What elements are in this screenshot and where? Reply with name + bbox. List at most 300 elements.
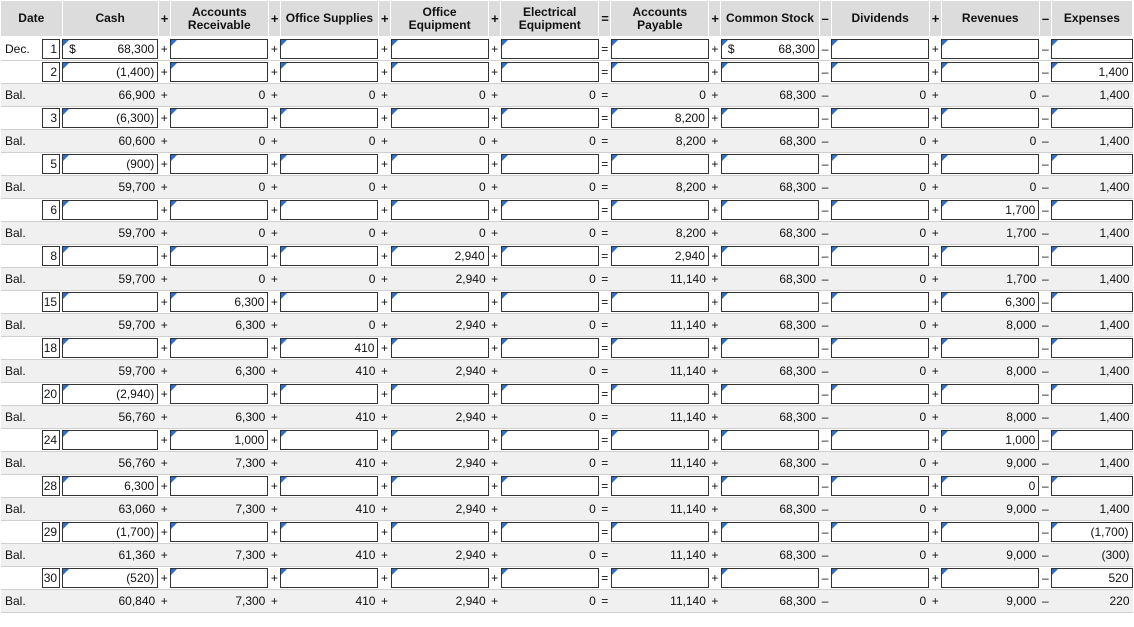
expenses-cell bbox=[1051, 590, 1132, 613]
accounts-receivable-input[interactable] bbox=[170, 154, 268, 174]
electrical-equipment-cell bbox=[501, 37, 599, 61]
transaction-row bbox=[1, 291, 1133, 314]
electrical-equipment-cell bbox=[501, 84, 599, 107]
accounts-receivable-cell bbox=[170, 268, 268, 291]
accounts-payable-balance: 8,200 bbox=[675, 180, 706, 194]
cash-value: (900) bbox=[126, 157, 155, 171]
office-supplies-input[interactable] bbox=[280, 384, 378, 404]
operator-sign: + bbox=[929, 176, 941, 199]
accounts-receivable-balance: 6,300 bbox=[235, 410, 266, 424]
common-stock-input[interactable] bbox=[721, 108, 819, 128]
revenues-cell bbox=[941, 176, 1039, 199]
expenses-cell bbox=[1051, 84, 1132, 107]
office-equipment-cell bbox=[391, 383, 489, 406]
electrical-equipment-cell bbox=[501, 107, 599, 130]
office-equipment-input[interactable] bbox=[391, 338, 489, 358]
month-label: Dec. bbox=[1, 37, 36, 61]
operator-sign: + bbox=[489, 153, 501, 176]
accounts-receivable-cell bbox=[170, 498, 268, 521]
expenses-cell bbox=[1051, 37, 1132, 61]
dividends-input[interactable] bbox=[831, 39, 929, 59]
common-stock-balance: 68,300 bbox=[779, 548, 817, 562]
header-operator: + bbox=[378, 1, 390, 37]
office-supplies-cell bbox=[280, 176, 378, 199]
operator-sign: + bbox=[268, 567, 280, 590]
operator-sign: + bbox=[378, 544, 390, 567]
common-stock-cell bbox=[721, 84, 819, 107]
office-equipment-input[interactable] bbox=[391, 476, 489, 496]
dividends-balance: 0 bbox=[919, 502, 927, 516]
common-stock-input[interactable] bbox=[721, 200, 819, 220]
operator-sign: + bbox=[268, 176, 280, 199]
dividends-input[interactable] bbox=[831, 200, 929, 220]
electrical-equipment-input[interactable] bbox=[501, 246, 599, 266]
common-stock-input[interactable] bbox=[721, 568, 819, 588]
month-label bbox=[1, 567, 36, 590]
office-equipment-input[interactable] bbox=[391, 200, 489, 220]
accounts-receivable-input[interactable] bbox=[170, 246, 268, 266]
accounts-payable-balance: 11,140 bbox=[670, 548, 706, 562]
cash-balance: 63,060 bbox=[118, 502, 156, 516]
office-supplies-cell bbox=[280, 153, 378, 176]
cash-input[interactable] bbox=[62, 200, 158, 220]
common-stock-input[interactable] bbox=[721, 338, 819, 358]
operator-sign: + bbox=[378, 222, 390, 245]
revenues-input[interactable] bbox=[941, 292, 1039, 312]
accounts-receivable-cell bbox=[170, 222, 268, 245]
header-dividends: Dividends bbox=[831, 1, 929, 37]
transaction-row bbox=[1, 383, 1133, 406]
table-body bbox=[1, 37, 1133, 613]
electrical-equipment-input[interactable] bbox=[501, 338, 599, 358]
cash-input[interactable] bbox=[62, 430, 158, 450]
day-cell bbox=[36, 498, 62, 521]
accounts-payable-input[interactable] bbox=[611, 522, 709, 542]
accounts-receivable-input[interactable] bbox=[170, 430, 268, 450]
accounts-payable-input[interactable] bbox=[611, 200, 709, 220]
operator-sign: + bbox=[378, 291, 390, 314]
accounts-receivable-input[interactable] bbox=[170, 476, 268, 496]
accounts-payable-input[interactable] bbox=[611, 568, 709, 588]
electrical-equipment-input[interactable] bbox=[501, 108, 599, 128]
accounts-receivable-input[interactable] bbox=[170, 338, 268, 358]
expenses-input[interactable] bbox=[1051, 568, 1132, 588]
electrical-equipment-input[interactable] bbox=[501, 154, 599, 174]
operator-sign: + bbox=[489, 107, 501, 130]
office-supplies-cell bbox=[280, 314, 378, 337]
electrical-equipment-input[interactable] bbox=[501, 568, 599, 588]
accounts-receivable-cell bbox=[170, 383, 268, 406]
operator-sign: + bbox=[158, 475, 170, 498]
electrical-equipment-input[interactable] bbox=[501, 430, 599, 450]
expenses-input[interactable] bbox=[1051, 200, 1132, 220]
electrical-equipment-input[interactable] bbox=[501, 62, 599, 82]
office-equipment-input[interactable] bbox=[391, 292, 489, 312]
operator-sign: = bbox=[599, 199, 611, 222]
revenues-input[interactable] bbox=[941, 476, 1039, 496]
day-cell bbox=[36, 521, 62, 544]
office-supplies-cell bbox=[280, 61, 378, 84]
dividends-cell bbox=[831, 176, 929, 199]
cash-balance: 60,600 bbox=[118, 134, 156, 148]
dividends-input[interactable] bbox=[831, 338, 929, 358]
revenues-input[interactable] bbox=[941, 522, 1039, 542]
office-equipment-input[interactable] bbox=[391, 246, 489, 266]
accounts-receivable-input[interactable] bbox=[170, 292, 268, 312]
operator-sign: – bbox=[819, 153, 831, 176]
expenses-input[interactable] bbox=[1051, 108, 1132, 128]
day-cell bbox=[36, 406, 62, 429]
common-stock-input[interactable] bbox=[721, 430, 819, 450]
operator-sign: + bbox=[709, 222, 721, 245]
electrical-equipment-cell bbox=[501, 176, 599, 199]
expenses-input[interactable] bbox=[1051, 476, 1132, 496]
balance-row bbox=[1, 544, 1133, 567]
accounts-payable-input[interactable] bbox=[611, 384, 709, 404]
expenses-input[interactable] bbox=[1051, 384, 1132, 404]
dividends-input[interactable] bbox=[831, 384, 929, 404]
operator-sign: – bbox=[1039, 521, 1051, 544]
office-equipment-input[interactable] bbox=[391, 62, 489, 82]
revenues-input[interactable] bbox=[941, 154, 1039, 174]
accounts-receivable-input[interactable] bbox=[170, 522, 268, 542]
office-equipment-cell bbox=[391, 337, 489, 360]
operator-sign: = bbox=[599, 130, 611, 153]
dividends-cell bbox=[831, 107, 929, 130]
operator-sign: – bbox=[819, 360, 831, 383]
common-stock-input[interactable] bbox=[721, 384, 819, 404]
accounts-receivable-cell bbox=[170, 544, 268, 567]
accounts-receivable-balance: 7,300 bbox=[235, 502, 266, 516]
office-equipment-input[interactable] bbox=[391, 154, 489, 174]
common-stock-cell bbox=[721, 498, 819, 521]
expenses-cell bbox=[1051, 268, 1132, 291]
transaction-row bbox=[1, 337, 1133, 360]
dividends-input[interactable] bbox=[831, 292, 929, 312]
revenues-input[interactable] bbox=[941, 338, 1039, 358]
common-stock-cell bbox=[721, 314, 819, 337]
header-operator: = bbox=[599, 1, 611, 37]
operator-sign: + bbox=[158, 337, 170, 360]
expenses-balance: 1,400 bbox=[1099, 410, 1130, 424]
expenses-balance: 1,400 bbox=[1099, 318, 1130, 332]
accounts-payable-cell bbox=[611, 291, 709, 314]
electrical-equipment-input[interactable] bbox=[501, 476, 599, 496]
operator-sign: + bbox=[158, 429, 170, 452]
cash-value: (6,300) bbox=[116, 111, 155, 125]
office-equipment-input[interactable] bbox=[391, 568, 489, 588]
common-stock-input[interactable] bbox=[721, 62, 819, 82]
electrical-equipment-input[interactable] bbox=[501, 39, 599, 59]
common-stock-balance: 68,300 bbox=[779, 502, 817, 516]
balance-row bbox=[1, 222, 1133, 245]
operator-sign: – bbox=[1039, 360, 1051, 383]
cash-cell bbox=[62, 590, 158, 613]
dividends-input[interactable] bbox=[831, 246, 929, 266]
cash-input[interactable] bbox=[62, 246, 158, 266]
office-equipment-input[interactable] bbox=[391, 39, 489, 59]
operator-sign: + bbox=[709, 245, 721, 268]
operator-sign: + bbox=[489, 544, 501, 567]
month-label bbox=[1, 383, 36, 406]
cash-input[interactable] bbox=[62, 384, 158, 404]
operator-sign: – bbox=[1039, 406, 1051, 429]
office-supplies-cell bbox=[280, 498, 378, 521]
accounts-payable-input[interactable] bbox=[611, 338, 709, 358]
operator-sign: + bbox=[489, 521, 501, 544]
common-stock-input[interactable] bbox=[721, 154, 819, 174]
electrical-equipment-cell bbox=[501, 153, 599, 176]
operator-sign: – bbox=[1039, 452, 1051, 475]
revenues-cell bbox=[941, 130, 1039, 153]
office-supplies-cell bbox=[280, 199, 378, 222]
common-stock-cell bbox=[721, 406, 819, 429]
office-supplies-input[interactable] bbox=[280, 246, 378, 266]
cash-input[interactable] bbox=[62, 62, 158, 82]
electrical-equipment-input[interactable] bbox=[501, 292, 599, 312]
office-supplies-cell bbox=[280, 291, 378, 314]
common-stock-cell bbox=[721, 291, 819, 314]
electrical-equipment-cell bbox=[501, 544, 599, 567]
accounts-payable-input[interactable] bbox=[611, 292, 709, 312]
cash-input[interactable] bbox=[62, 108, 158, 128]
operator-sign: = bbox=[599, 521, 611, 544]
electrical-equipment-balance: 0 bbox=[589, 594, 596, 608]
operator-sign: + bbox=[378, 590, 390, 613]
revenues-input[interactable] bbox=[941, 62, 1039, 82]
operator-sign: + bbox=[709, 429, 721, 452]
common-stock-cell bbox=[721, 383, 819, 406]
expenses-cell bbox=[1051, 314, 1132, 337]
operator-sign: – bbox=[1039, 314, 1051, 337]
cash-input[interactable] bbox=[62, 522, 158, 542]
accounts-payable-cell bbox=[611, 37, 709, 61]
header-operator: + bbox=[929, 1, 941, 37]
operator-sign: – bbox=[819, 245, 831, 268]
revenues-balance: 9,000 bbox=[1006, 502, 1037, 516]
office-equipment-balance: 0 bbox=[478, 180, 486, 194]
operator-sign: = bbox=[599, 176, 611, 199]
dividends-input[interactable] bbox=[831, 476, 929, 496]
office-supplies-input[interactable] bbox=[280, 338, 378, 358]
operator-sign: + bbox=[489, 406, 501, 429]
expenses-input[interactable] bbox=[1051, 154, 1132, 174]
electrical-equipment-cell bbox=[501, 475, 599, 498]
operator-sign: + bbox=[709, 567, 721, 590]
office-equipment-input[interactable] bbox=[391, 430, 489, 450]
expenses-input[interactable] bbox=[1051, 430, 1132, 450]
accounts-receivable-cell bbox=[170, 153, 268, 176]
operator-sign: – bbox=[1039, 61, 1051, 84]
day-cell bbox=[36, 107, 62, 130]
expenses-input[interactable] bbox=[1051, 522, 1132, 542]
accounts-receivable-cell bbox=[170, 452, 268, 475]
accounts-receivable-balance: 7,300 bbox=[235, 456, 266, 470]
electrical-equipment-cell bbox=[501, 383, 599, 406]
office-equipment-input[interactable] bbox=[391, 384, 489, 404]
cash-cell bbox=[62, 383, 158, 406]
dividends-balance: 0 bbox=[919, 134, 927, 148]
operator-sign: + bbox=[158, 107, 170, 130]
operator-sign: + bbox=[158, 452, 170, 475]
common-stock-input[interactable] bbox=[721, 39, 819, 59]
office-supplies-cell bbox=[280, 37, 378, 61]
cash-input[interactable] bbox=[62, 292, 158, 312]
accounts-payable-balance: 11,140 bbox=[670, 364, 706, 378]
electrical-equipment-input[interactable] bbox=[501, 384, 599, 404]
expenses-cell bbox=[1051, 291, 1132, 314]
cash-input[interactable] bbox=[62, 476, 158, 496]
office-equipment-input[interactable] bbox=[391, 522, 489, 542]
accounts-receivable-input[interactable] bbox=[170, 384, 268, 404]
electrical-equipment-balance: 0 bbox=[589, 272, 596, 286]
day-label: 2 bbox=[42, 62, 60, 82]
expenses-cell bbox=[1051, 544, 1132, 567]
revenues-input[interactable] bbox=[941, 200, 1039, 220]
office-supplies-input[interactable] bbox=[280, 292, 378, 312]
revenues-cell bbox=[941, 475, 1039, 498]
electrical-equipment-input[interactable] bbox=[501, 522, 599, 542]
operator-sign: + bbox=[268, 314, 280, 337]
office-supplies-cell bbox=[280, 406, 378, 429]
office-equipment-balance: 0 bbox=[478, 88, 486, 102]
office-supplies-input[interactable] bbox=[280, 568, 378, 588]
expenses-input[interactable] bbox=[1051, 39, 1132, 59]
dividends-input[interactable] bbox=[831, 430, 929, 450]
electrical-equipment-cell bbox=[501, 406, 599, 429]
revenues-input[interactable] bbox=[941, 384, 1039, 404]
month-label bbox=[1, 153, 36, 176]
cash-value: (1,700) bbox=[116, 525, 155, 539]
common-stock-input[interactable] bbox=[721, 292, 819, 312]
revenues-input[interactable] bbox=[941, 39, 1039, 59]
accounts-payable-input[interactable] bbox=[611, 62, 709, 82]
cash-input[interactable] bbox=[62, 39, 158, 59]
operator-sign: + bbox=[268, 107, 280, 130]
operator-sign: – bbox=[819, 590, 831, 613]
dividends-balance: 0 bbox=[919, 594, 927, 608]
office-equipment-balance: 2,940 bbox=[455, 502, 486, 516]
accounts-payable-input[interactable] bbox=[611, 39, 709, 59]
operator-sign: = bbox=[599, 337, 611, 360]
common-stock-input[interactable] bbox=[721, 522, 819, 542]
revenues-input[interactable] bbox=[941, 430, 1039, 450]
office-supplies-input[interactable] bbox=[280, 154, 378, 174]
accounts-payable-input[interactable] bbox=[611, 430, 709, 450]
accounts-payable-cell bbox=[611, 498, 709, 521]
cash-input[interactable] bbox=[62, 338, 158, 358]
operator-sign: + bbox=[709, 383, 721, 406]
revenues-cell bbox=[941, 84, 1039, 107]
cash-cell bbox=[62, 567, 158, 590]
office-supplies-input[interactable] bbox=[280, 522, 378, 542]
header-electrical-equipment: Electrical Equipment bbox=[501, 1, 599, 37]
accounts-payable-input[interactable] bbox=[611, 476, 709, 496]
operator-sign: + bbox=[378, 452, 390, 475]
common-stock-input[interactable] bbox=[721, 246, 819, 266]
common-stock-balance: 68,300 bbox=[779, 272, 817, 286]
revenues-input[interactable] bbox=[941, 108, 1039, 128]
office-supplies-input[interactable] bbox=[280, 430, 378, 450]
dividends-input[interactable] bbox=[831, 568, 929, 588]
dividends-input[interactable] bbox=[831, 108, 929, 128]
expenses-input[interactable] bbox=[1051, 338, 1132, 358]
day-label: 30 bbox=[42, 568, 60, 588]
expenses-input[interactable] bbox=[1051, 292, 1132, 312]
office-supplies-balance: 0 bbox=[368, 134, 376, 148]
electrical-equipment-input[interactable] bbox=[501, 200, 599, 220]
office-supplies-input[interactable] bbox=[280, 108, 378, 128]
common-stock-cell bbox=[721, 360, 819, 383]
accounts-payable-cell bbox=[611, 544, 709, 567]
office-supplies-cell bbox=[280, 383, 378, 406]
operator-sign: + bbox=[489, 475, 501, 498]
expenses-value: 1,400 bbox=[1098, 65, 1129, 79]
operator-sign: + bbox=[158, 268, 170, 291]
header-date: Date bbox=[1, 1, 62, 37]
office-supplies-input[interactable] bbox=[280, 62, 378, 82]
common-stock-input[interactable] bbox=[721, 476, 819, 496]
accounts-payable-input[interactable] bbox=[611, 246, 709, 266]
operator-sign: + bbox=[929, 199, 941, 222]
office-supplies-input[interactable] bbox=[280, 476, 378, 496]
office-supplies-cell bbox=[280, 360, 378, 383]
operator-sign: + bbox=[709, 176, 721, 199]
revenues-input[interactable] bbox=[941, 568, 1039, 588]
accounts-receivable-input[interactable] bbox=[170, 39, 268, 59]
accounts-payable-input[interactable] bbox=[611, 154, 709, 174]
operator-sign: + bbox=[158, 245, 170, 268]
office-equipment-input[interactable] bbox=[391, 108, 489, 128]
common-stock-cell bbox=[721, 475, 819, 498]
expenses-input[interactable] bbox=[1051, 246, 1132, 266]
accounts-receivable-input[interactable] bbox=[170, 62, 268, 82]
operator-sign: – bbox=[1039, 544, 1051, 567]
office-equipment-balance: 0 bbox=[478, 226, 486, 240]
office-supplies-input[interactable] bbox=[280, 200, 378, 220]
operator-sign: + bbox=[709, 475, 721, 498]
accounts-receivable-input[interactable] bbox=[170, 200, 268, 220]
operator-sign: + bbox=[929, 567, 941, 590]
revenues-value: 1,700 bbox=[1005, 203, 1036, 217]
cash-cell bbox=[62, 245, 158, 268]
dividends-input[interactable] bbox=[831, 62, 929, 82]
header-expenses: Expenses bbox=[1051, 1, 1132, 37]
expenses-balance: 1,400 bbox=[1099, 226, 1130, 240]
month-label bbox=[1, 429, 36, 452]
operator-sign: = bbox=[599, 360, 611, 383]
office-supplies-input[interactable] bbox=[280, 39, 378, 59]
dividends-cell bbox=[831, 199, 929, 222]
cash-cell bbox=[62, 61, 158, 84]
accounts-receivable-input[interactable] bbox=[170, 568, 268, 588]
accounts-payable-input[interactable] bbox=[611, 108, 709, 128]
dividends-input[interactable] bbox=[831, 522, 929, 542]
revenues-value: 0 bbox=[1028, 479, 1036, 493]
revenues-input[interactable] bbox=[941, 246, 1039, 266]
expenses-input[interactable] bbox=[1051, 62, 1132, 82]
cash-input[interactable] bbox=[62, 568, 158, 588]
cash-input[interactable] bbox=[62, 154, 158, 174]
dividends-input[interactable] bbox=[831, 154, 929, 174]
operator-sign: – bbox=[1039, 383, 1051, 406]
office-equipment-cell bbox=[391, 567, 489, 590]
accounts-receivable-cell bbox=[170, 521, 268, 544]
office-equipment-cell bbox=[391, 84, 489, 107]
accounts-receivable-input[interactable] bbox=[170, 108, 268, 128]
accounts-receivable-balance: 0 bbox=[258, 272, 266, 286]
common-stock-balance: 68,300 bbox=[779, 134, 817, 148]
